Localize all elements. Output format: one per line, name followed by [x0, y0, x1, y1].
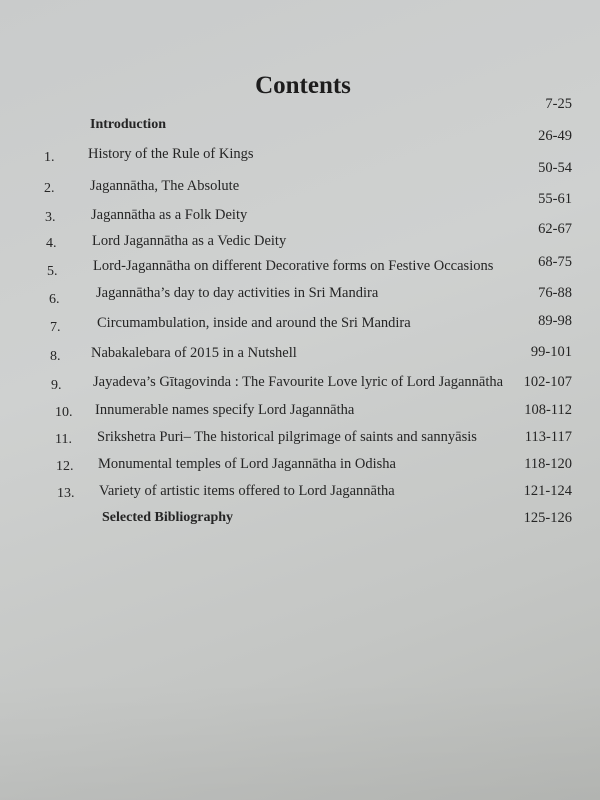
entry-title: Monumental temples of Lord Jagannātha in Odisha	[98, 456, 396, 472]
intro-label: Introduction	[90, 117, 166, 132]
entry-title: Circumambulation, inside and around the Sri Mandira	[97, 315, 411, 331]
entry-title: History of the Rule of Kings	[88, 146, 254, 162]
entry-number: 13.	[57, 486, 75, 501]
entry-title: Lord-Jagannātha on different Decorative forms on Festive Occasions	[93, 258, 494, 274]
entry-title: Jagannātha as a Folk Deity	[91, 207, 248, 223]
entry-pages: 50-54	[538, 160, 572, 176]
entry-number: 3.	[45, 210, 56, 225]
entry-number: 7.	[50, 320, 61, 335]
entry-pages: 89-98	[538, 313, 572, 329]
entry-number: 11.	[55, 432, 72, 447]
entry-number: 5.	[47, 264, 58, 279]
entry-title: Nabakalebara of 2015 in a Nutshell	[91, 345, 297, 361]
entry-pages: 68-75	[538, 254, 572, 270]
entry-number: 4.	[46, 236, 57, 251]
page-shadow	[0, 680, 600, 800]
entry-number: 8.	[50, 349, 61, 364]
entry-number: 9.	[51, 378, 62, 393]
bibliography-pages: 125-126	[523, 510, 572, 526]
entry-pages: 99-101	[530, 344, 572, 360]
entry-pages: 108-112	[524, 402, 572, 418]
entry-pages: 55-61	[538, 191, 572, 207]
entry-number: 2.	[44, 181, 55, 196]
entry-title: Srikshetra Puri– The historical pilgrimage of saints and sannyāsis	[97, 429, 477, 445]
entry-pages: 26-49	[538, 128, 572, 144]
entry-pages: 121-124	[523, 483, 572, 499]
entry-number: 10.	[55, 405, 73, 420]
entry-number: 12.	[56, 459, 74, 474]
entry-title: Jagannātha, The Absolute	[90, 178, 240, 194]
entry-number: 1.	[44, 150, 55, 165]
entry-title: Lord Jagannātha as a Vedic Deity	[92, 233, 287, 249]
entry-title: Variety of artistic items offered to Lord Jagannātha	[99, 483, 395, 499]
entry-title: Jayadeva’s Gītagovinda : The Favourite Love lyric of Lord Jagannātha	[93, 374, 504, 390]
page-title: Contents	[255, 72, 351, 99]
bibliography-label: Selected Bibliography	[102, 510, 234, 525]
entry-title: Jagannātha’s day to day activities in Sri Mandira	[96, 285, 379, 301]
entry-pages: 102-107	[523, 374, 572, 390]
entry-pages: 118-120	[524, 456, 572, 472]
entry-title: Innumerable names specify Lord Jagannātha	[95, 402, 355, 418]
entry-pages: 62-67	[538, 221, 572, 237]
entry-pages: 113-117	[524, 429, 572, 445]
intro-pages: 7-25	[545, 96, 572, 112]
entry-pages: 76-88	[538, 285, 572, 301]
entry-number: 6.	[49, 292, 60, 307]
